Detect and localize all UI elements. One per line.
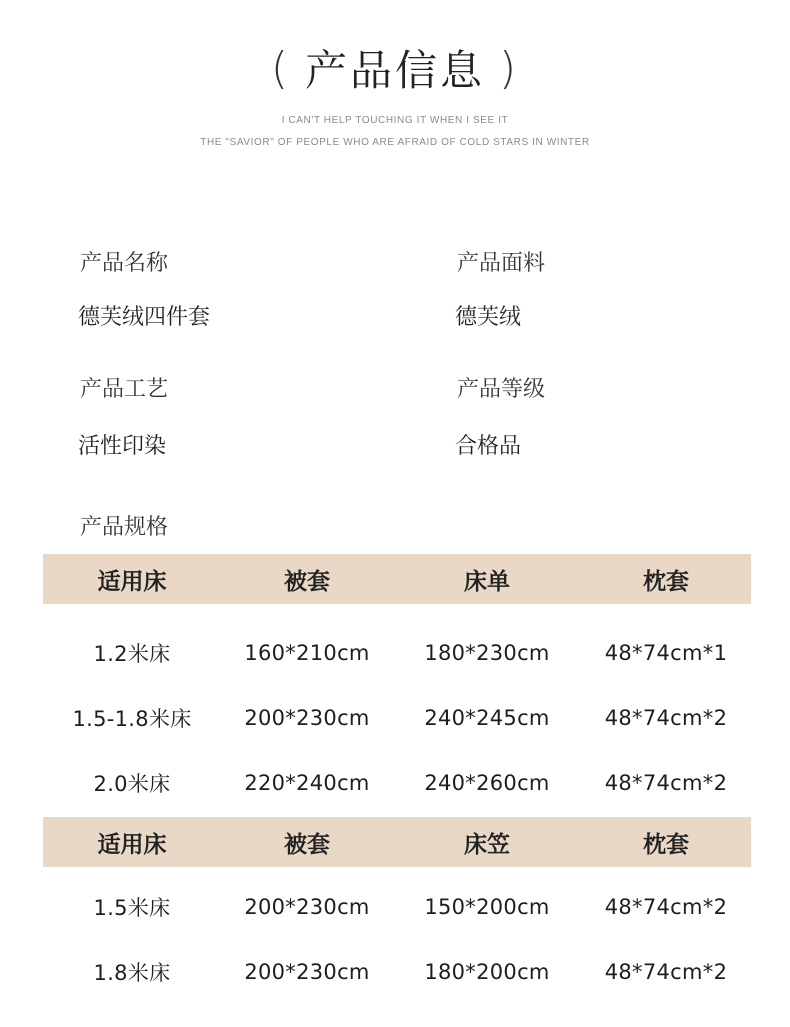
cell-duvet-size: 220*240cm <box>244 770 370 795</box>
title-text: 产品信息 <box>304 46 485 95</box>
cell-fitted-sheet-size: 150*200cm <box>424 894 550 919</box>
header-cell-bed: 适用床 <box>97 831 167 858</box>
table-row <box>43 750 751 815</box>
cell-duvet-size: 200*230cm <box>244 894 370 919</box>
cell-bed-size: 1.8米床 <box>93 960 171 985</box>
page-title-block <box>0 38 790 98</box>
table-header <box>43 817 751 867</box>
product-name-value: 德芙绒四件套 <box>78 305 211 330</box>
header-cell-bed: 适用床 <box>97 568 167 595</box>
spec-table-fitted <box>43 817 751 1004</box>
cell-sheet-size: 180*230cm <box>424 640 550 665</box>
cell-bed-size: 1.5-1.8米床 <box>72 706 192 731</box>
table-row <box>43 685 751 750</box>
cell-bed-size: 1.2米床 <box>93 641 171 666</box>
subtitle-line-2: THE "SAVIOR" OF PEOPLE WHO ARE AFRAID OF COLD STARS IN WINTER <box>200 137 590 148</box>
cell-pillowcase-size: 48*74cm*2 <box>604 705 728 730</box>
header-cell-pillowcase: 枕套 <box>643 568 689 595</box>
product-grade-label: 产品等级 <box>457 377 546 402</box>
table-row <box>43 939 751 1004</box>
page-title <box>271 38 519 98</box>
title-paren-open: ( <box>270 42 291 94</box>
product-name-label: 产品名称 <box>80 251 169 276</box>
cell-pillowcase-size: 48*74cm*1 <box>604 640 728 665</box>
product-spec-label: 产品规格 <box>80 515 169 540</box>
cell-bed-size: 2.0米床 <box>93 771 171 796</box>
table-row <box>43 874 751 939</box>
cell-pillowcase-size: 48*74cm*2 <box>604 959 728 984</box>
cell-pillowcase-size: 48*74cm*2 <box>604 894 728 919</box>
title-paren-close: ) <box>499 42 520 94</box>
product-grade-value: 合格品 <box>455 434 522 459</box>
table-row <box>43 620 751 685</box>
product-craft-value: 活性印染 <box>78 434 167 459</box>
cell-sheet-size: 240*260cm <box>424 770 550 795</box>
cell-pillowcase-size: 48*74cm*2 <box>604 770 728 795</box>
table-header <box>43 554 751 604</box>
cell-sheet-size: 240*245cm <box>424 705 550 730</box>
subtitle-line-1: I CAN'T HELP TOUCHING IT WHEN I SEE IT <box>281 115 509 126</box>
product-fabric-value: 德芙绒 <box>455 305 522 330</box>
header-cell-sheet: 床单 <box>464 568 510 595</box>
cell-duvet-size: 200*230cm <box>244 959 370 984</box>
header-cell-duvet: 被套 <box>284 568 330 595</box>
header-cell-pillowcase: 枕套 <box>643 831 689 858</box>
header-cell-duvet: 被套 <box>284 831 330 858</box>
product-craft-label: 产品工艺 <box>80 377 169 402</box>
cell-duvet-size: 160*210cm <box>244 640 370 665</box>
header-cell-fitted-sheet: 床笠 <box>464 831 510 858</box>
spec-table-sheet <box>43 554 751 815</box>
product-fabric-label: 产品面料 <box>457 251 546 276</box>
cell-bed-size: 1.5米床 <box>93 895 171 920</box>
cell-duvet-size: 200*230cm <box>244 705 370 730</box>
cell-fitted-sheet-size: 180*200cm <box>424 959 550 984</box>
